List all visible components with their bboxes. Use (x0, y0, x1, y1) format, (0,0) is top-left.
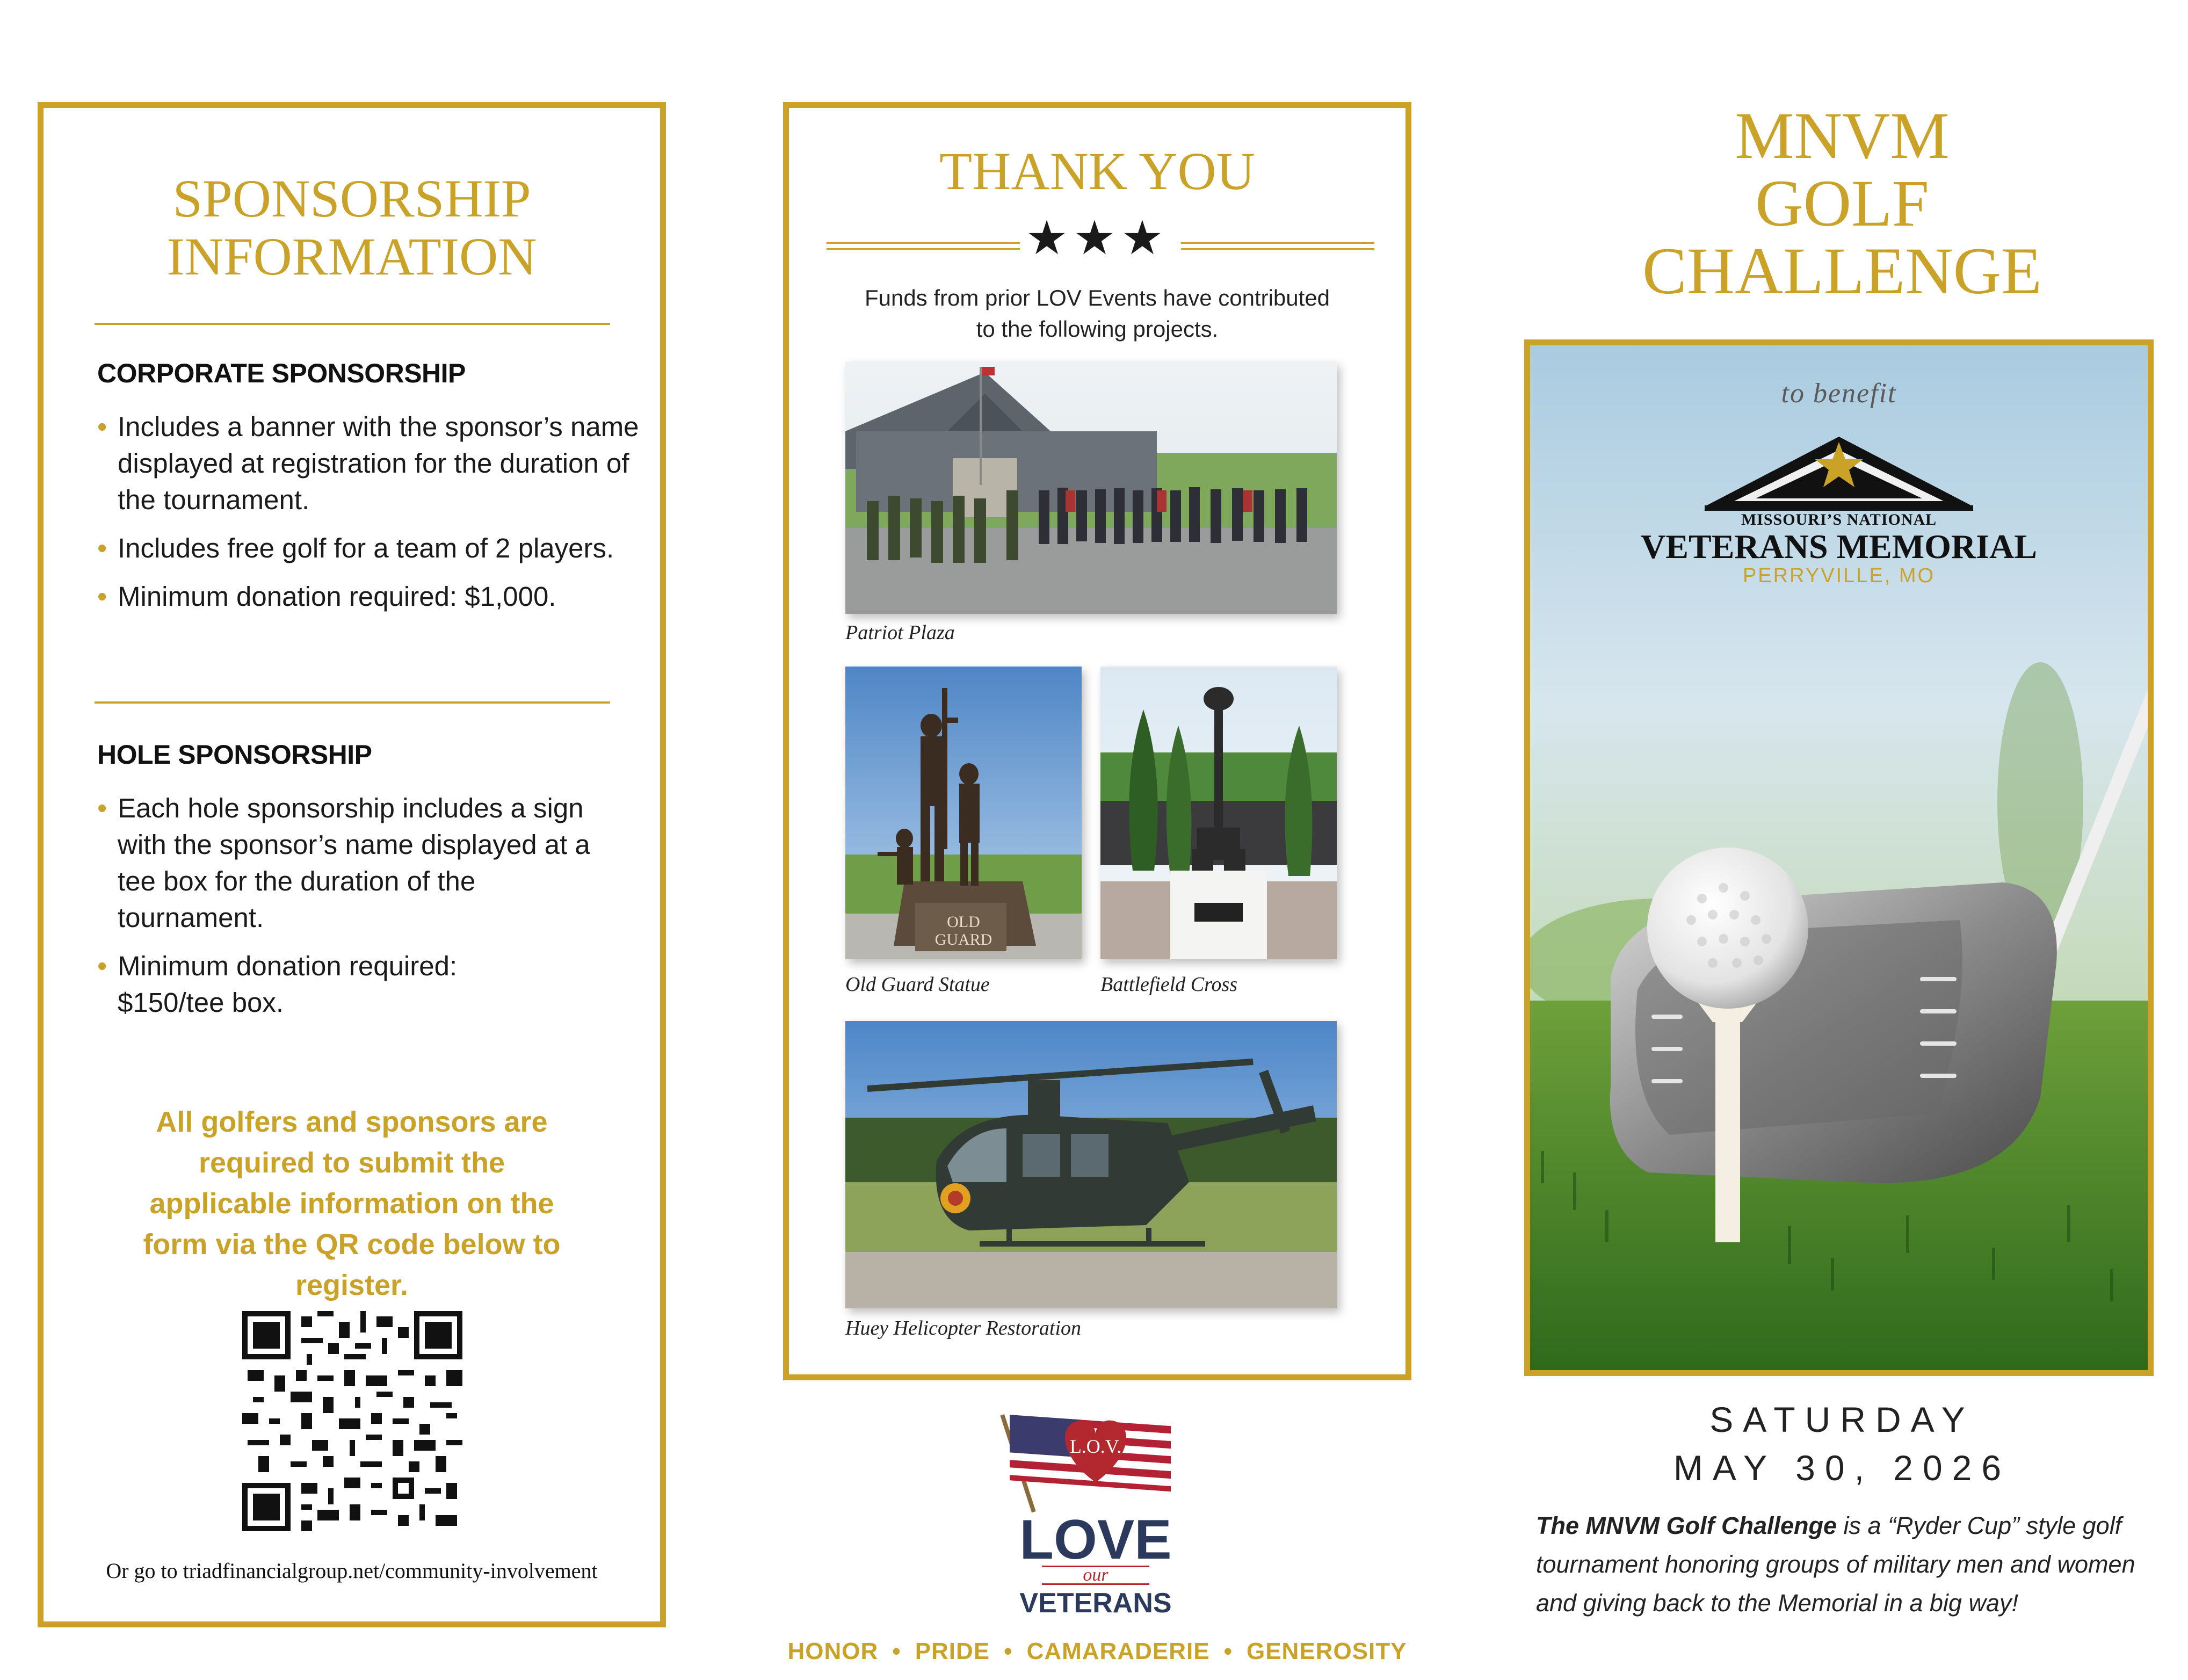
motto-pride: PRIDE (915, 1638, 990, 1664)
event-title-line3: CHALLENGE (1642, 234, 2042, 308)
list-item: • Includes a banner with the sponsor’s name displayed at registration for the duration of the tournament. (97, 409, 640, 518)
memorial-small-text: MISSOURI’S NATIONAL (1741, 511, 1937, 528)
motto-line: HONOR • PRIDE • CAMARADERIE • GENEROSITY (787, 1638, 1407, 1664)
stars-ornament: ★★★ (1025, 211, 1169, 264)
event-description-bold: The MNVM Golf Challenge (1536, 1512, 1837, 1539)
event-day: SATURDAY (1709, 1400, 1975, 1439)
event-description (1536, 1507, 2138, 1623)
sponsorship-title (44, 170, 660, 286)
hole-sponsorship-heading: HOLE SPONSORSHIP (97, 740, 372, 770)
huey-helicopter-caption: Huey Helicopter Restoration (845, 1317, 1082, 1339)
registration-notice: All golfers and sponsors are required to submit the applicable information on the form via the QR code below to register. (143, 1106, 561, 1301)
logo-our: our (1042, 1566, 1149, 1585)
event-title (1525, 99, 2159, 308)
motto-generosity: GENEROSITY (1246, 1638, 1407, 1664)
list-item: • Includes free golf for a team of 2 players. (97, 530, 640, 567)
event-description-rest: is a “Ryder Cup” style golf tournament honoring groups of military men and women and giving back to the Memorial in a big way! (1536, 1512, 2135, 1617)
love-our-veterans-logo (977, 1402, 1214, 1617)
battlefield-cross-caption: Battlefield Cross (1100, 973, 1238, 996)
thank-you-title: THANK YOU (939, 141, 1255, 201)
huey-helicopter-photo (845, 1021, 1337, 1308)
divider (95, 323, 610, 325)
memorial-city-text: PERRYVILLE, MO (1742, 564, 1936, 587)
logo-veterans: VETERANS (1019, 1588, 1172, 1619)
old-guard-caption: Old Guard Statue (845, 973, 990, 996)
flag-heart-icon (977, 1402, 1214, 1515)
to-benefit-text: to benefit (1781, 378, 1897, 409)
intro-line2: to the following projects. (976, 316, 1219, 342)
logo-badge-text: L.O.V. (1069, 1436, 1122, 1457)
logo-love: LOVE (1019, 1509, 1172, 1571)
event-date: MAY 30, 2026 (1673, 1448, 2011, 1488)
patriot-plaza-caption: Patriot Plaza (845, 621, 955, 644)
list-item: • Minimum donation required: $150/tee box. (97, 948, 624, 1021)
corporate-sponsorship-heading: CORPORATE SPONSORSHIP (97, 358, 466, 388)
list-item: • Minimum donation required: $1,000. (97, 578, 640, 615)
hole-benefits-list (97, 790, 624, 1033)
motto-honor: HONOR (787, 1638, 879, 1664)
motto-camaraderie: CAMARADERIE (1026, 1638, 1210, 1664)
sponsorship-title-line1: SPONSORSHIP (172, 169, 531, 228)
thank-you-panel (783, 102, 1411, 1380)
event-title-line1: MNVM (1735, 99, 1950, 172)
veterans-memorial-logo (1530, 426, 2148, 588)
memorial-big-text: VETERANS MEMORIAL (1641, 527, 2037, 566)
golf-hero-image (1524, 339, 2154, 1376)
corporate-benefits-list (97, 409, 640, 627)
sponsorship-title-line2: INFORMATION (166, 227, 537, 286)
registration-qr-code[interactable] (242, 1311, 462, 1531)
intro-line1: Funds from prior LOV Events have contributed (864, 285, 1330, 310)
sponsorship-panel (38, 102, 666, 1627)
intro-text (789, 283, 1405, 345)
old-guard-plaque-line2: GUARD (934, 931, 992, 948)
old-guard-statue-photo (845, 667, 1082, 959)
old-guard-plaque-line1: OLD (947, 913, 980, 931)
divider (95, 701, 610, 704)
battlefield-cross-photo (1100, 667, 1337, 959)
list-item: • Each hole sponsorship includes a sign with the sponsor’s name displayed at a tee box for the duration of the tournament. (97, 790, 624, 936)
memorial-roof-star-icon (1530, 426, 2148, 512)
patriot-plaza-photo (845, 361, 1337, 614)
event-title-line2: GOLF (1755, 166, 1929, 240)
registration-url[interactable]: Or go to triadfinancialgroup.net/community-involvement (106, 1559, 598, 1583)
